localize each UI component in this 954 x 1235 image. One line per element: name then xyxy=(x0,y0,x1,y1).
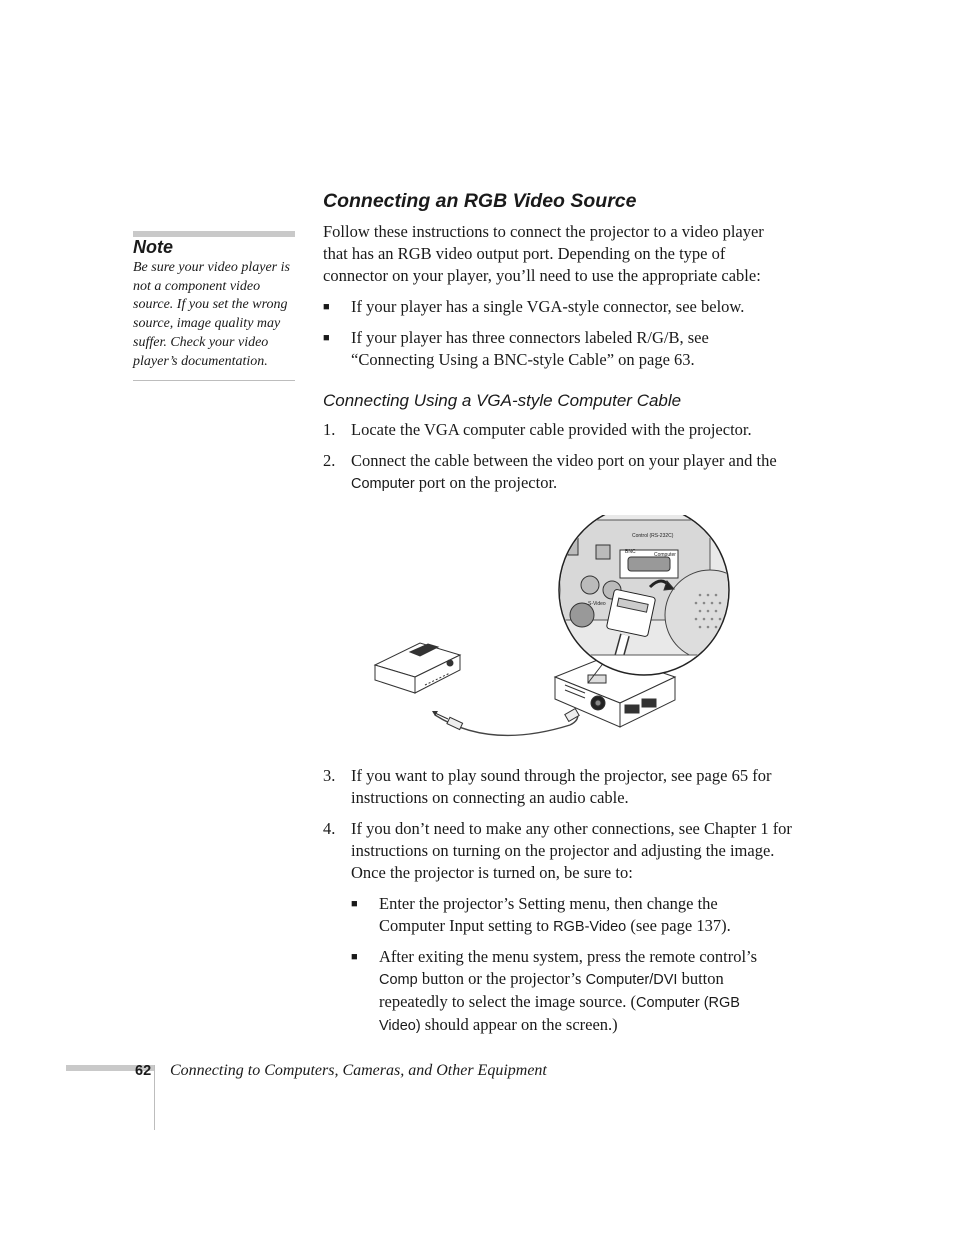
port-closeup xyxy=(550,515,740,690)
bullet-text-part: button repeatedly to select the image source. ( xyxy=(379,969,724,1011)
step-number: 4. xyxy=(323,819,336,838)
section-intro: Follow these instructions to connect the projector to a video player that has an RGB video output port. Depending on the type of connector on your player, you’ll need to use the appropriate cable: xyxy=(323,222,764,285)
subsection-title: Connecting Using a VGA-style Computer Cable xyxy=(323,391,682,410)
note-divider xyxy=(133,380,295,381)
step-item xyxy=(323,818,793,884)
ui-term: Comp xyxy=(379,972,418,988)
list-item xyxy=(323,296,783,318)
bullet-icon: ■ xyxy=(351,951,358,963)
bullet-icon: ■ xyxy=(351,898,358,910)
ui-term: Computer xyxy=(351,476,415,492)
bullet-text xyxy=(379,946,761,1037)
bullet-icon: ■ xyxy=(323,332,330,344)
step-text-part: Connect the cable between the video port on your player and the xyxy=(351,451,777,470)
bullet-text: If your player has three connectors labeled R/G/B, see “Connecting Using a BNC-style Cable” on page 63. xyxy=(351,328,709,369)
bullet-text: If your player has a single VGA-style connector, see below. xyxy=(351,297,745,316)
cable-plug-left xyxy=(447,717,463,729)
section-title: Connecting an RGB Video Source xyxy=(323,190,637,212)
bullet-text-part: should appear on the screen.) xyxy=(420,1015,618,1034)
step-item xyxy=(323,765,793,809)
page-number: 62 xyxy=(135,1063,152,1079)
step-number: 1. xyxy=(323,420,336,439)
list-item xyxy=(351,893,781,938)
step-text-part: port on the projector. xyxy=(414,473,558,492)
step-item xyxy=(323,450,793,495)
projector-connection-illustration xyxy=(370,515,740,745)
bullet-text-part: Enter the projector’s Setting menu, then change the Computer Input setting to xyxy=(379,894,718,935)
step-text: If you don’t need to make any other connections, see Chapter 1 for instructions on turning on the projector and adjusting the image. Once the projector is turned on, be sure to: xyxy=(351,819,792,882)
step-text: If you want to play sound through the projector, see page 65 for instructions on connecting an audio cable. xyxy=(351,766,772,807)
svideo-port-label: S-Video xyxy=(588,601,606,607)
footer-divider xyxy=(154,1065,155,1130)
ui-term: Computer (RGB Video) xyxy=(379,995,740,1034)
note-title: Note xyxy=(133,237,173,257)
ui-term: RGB-Video xyxy=(553,919,627,935)
step-number: 3. xyxy=(323,766,336,785)
step-item xyxy=(323,419,793,441)
computer-port-label: Computer xyxy=(654,552,676,558)
bullet-icon: ■ xyxy=(323,301,330,313)
chapter-title: Connecting to Computers, Cameras, and Other Equipment xyxy=(170,1062,547,1079)
control-port-label: Control (RS-232C) xyxy=(632,533,674,539)
bullet-text xyxy=(379,893,781,938)
step-number: 2. xyxy=(323,451,336,470)
step-text xyxy=(351,450,793,495)
note-body: Be sure your video player is not a component video source. If you set the wrong source, image quality may suffer. Check your video player’s documentation. xyxy=(133,260,290,369)
list-item xyxy=(323,327,783,371)
bullet-text-part: After exiting the menu system, press the remote control’s xyxy=(379,947,758,966)
video-player-illustration xyxy=(375,615,460,693)
list-item xyxy=(351,946,761,1037)
bnc-port-label: BNC xyxy=(625,549,636,555)
bullet-text-part: (see page 137). xyxy=(626,916,731,935)
ui-term: Computer/DVI xyxy=(585,972,678,988)
step-text: Locate the VGA computer cable provided with the projector. xyxy=(351,420,752,439)
bullet-text-part: button or the projector’s xyxy=(417,969,586,988)
